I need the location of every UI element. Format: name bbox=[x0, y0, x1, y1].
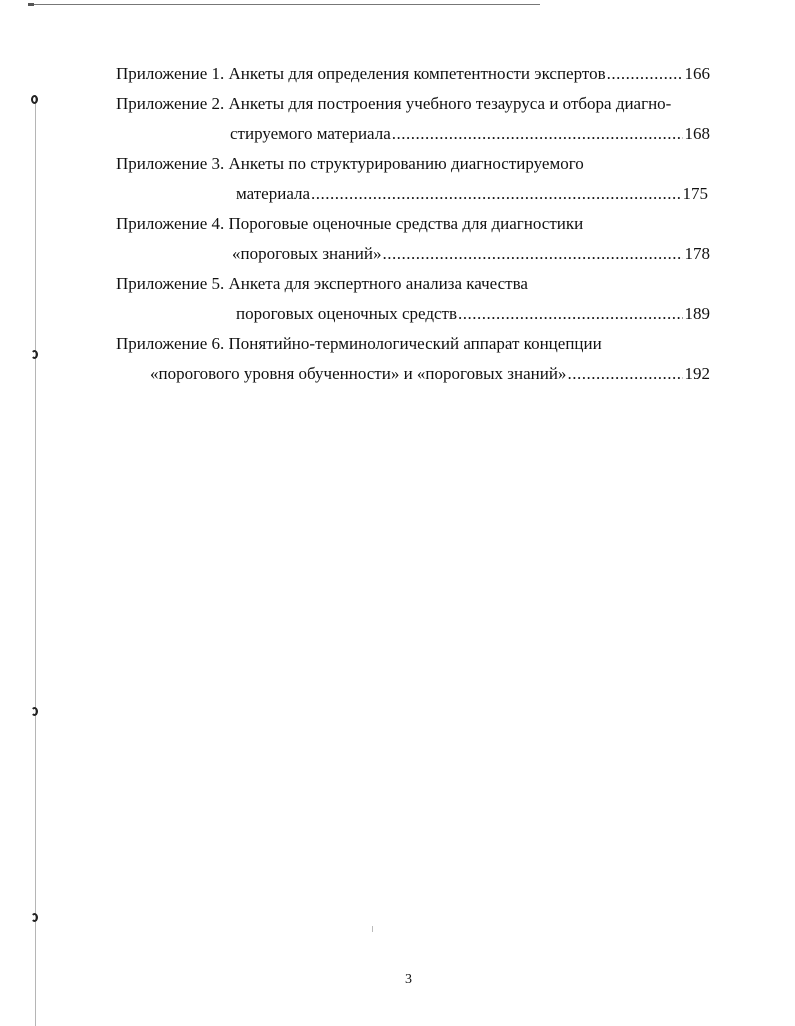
toc-entry-line bbox=[116, 212, 583, 236]
toc-entry-line bbox=[116, 332, 602, 356]
toc-entry-title: Приложение 4. Пороговые оценочные средства для диагностики bbox=[116, 214, 584, 233]
toc-page-number: 192 bbox=[684, 364, 710, 383]
toc-entry-3[interactable] bbox=[0, 152, 795, 212]
toc-entry-continuation: «пороговых знаний» bbox=[232, 244, 382, 263]
toc-entry-title: Приложение 2. Анкеты для построения учебного тезауруса и отбора диагно- bbox=[116, 94, 672, 113]
toc-entry-continuation: материала bbox=[236, 184, 311, 203]
binding-hole-icon bbox=[31, 707, 38, 716]
toc-entry-continuation: стируемого материала bbox=[230, 124, 391, 143]
table-of-contents bbox=[0, 62, 795, 392]
toc-dot-leader bbox=[392, 122, 683, 146]
toc-entry-line bbox=[232, 242, 710, 266]
toc-entry-line bbox=[236, 302, 710, 326]
toc-entry-6[interactable] bbox=[0, 332, 795, 392]
toc-dot-leader bbox=[383, 242, 683, 266]
page-number: 3 bbox=[405, 972, 412, 987]
toc-entry-continuation: «порогового уровня обученности» и «пороговых знаний» bbox=[150, 364, 567, 383]
toc-entry-continuation: пороговых оценочных средств bbox=[236, 304, 457, 323]
toc-entry-1[interactable] bbox=[0, 62, 795, 92]
toc-entry-title: Приложение 3. Анкеты по структурированию диагностируемого bbox=[116, 154, 584, 173]
scan-top-mark bbox=[28, 3, 34, 6]
toc-entry-title: Приложение 1. Анкеты для определения компетентности экспертов bbox=[116, 64, 606, 83]
toc-entry-line bbox=[116, 62, 710, 86]
binding-hole-icon bbox=[31, 913, 38, 922]
toc-page-number: 189 bbox=[684, 304, 710, 323]
toc-entry-line bbox=[150, 362, 710, 386]
toc-entry-2[interactable] bbox=[0, 92, 795, 152]
toc-entry-title: Приложение 5. Анкета для экспертного анализа качества bbox=[116, 274, 528, 293]
toc-dot-leader bbox=[311, 182, 680, 206]
toc-dot-leader bbox=[567, 362, 682, 386]
scan-speck bbox=[372, 926, 373, 932]
toc-entry-title: Приложение 6. Понятийно-терминологический аппарат концепции bbox=[116, 334, 602, 353]
toc-entry-line bbox=[230, 122, 710, 146]
toc-dot-leader bbox=[458, 302, 683, 326]
toc-entry-line bbox=[236, 182, 708, 206]
scan-top-rule bbox=[30, 4, 540, 5]
toc-page-number: 178 bbox=[684, 244, 710, 263]
toc-entry-line bbox=[116, 272, 528, 296]
toc-page-number: 175 bbox=[682, 184, 708, 203]
toc-dot-leader bbox=[607, 62, 683, 86]
toc-entry-line bbox=[116, 152, 584, 176]
toc-entry-line bbox=[116, 92, 671, 116]
toc-entry-5[interactable] bbox=[0, 272, 795, 332]
toc-page-number: 168 bbox=[684, 124, 710, 143]
toc-page-number: 166 bbox=[684, 64, 710, 83]
toc-entry-4[interactable] bbox=[0, 212, 795, 272]
